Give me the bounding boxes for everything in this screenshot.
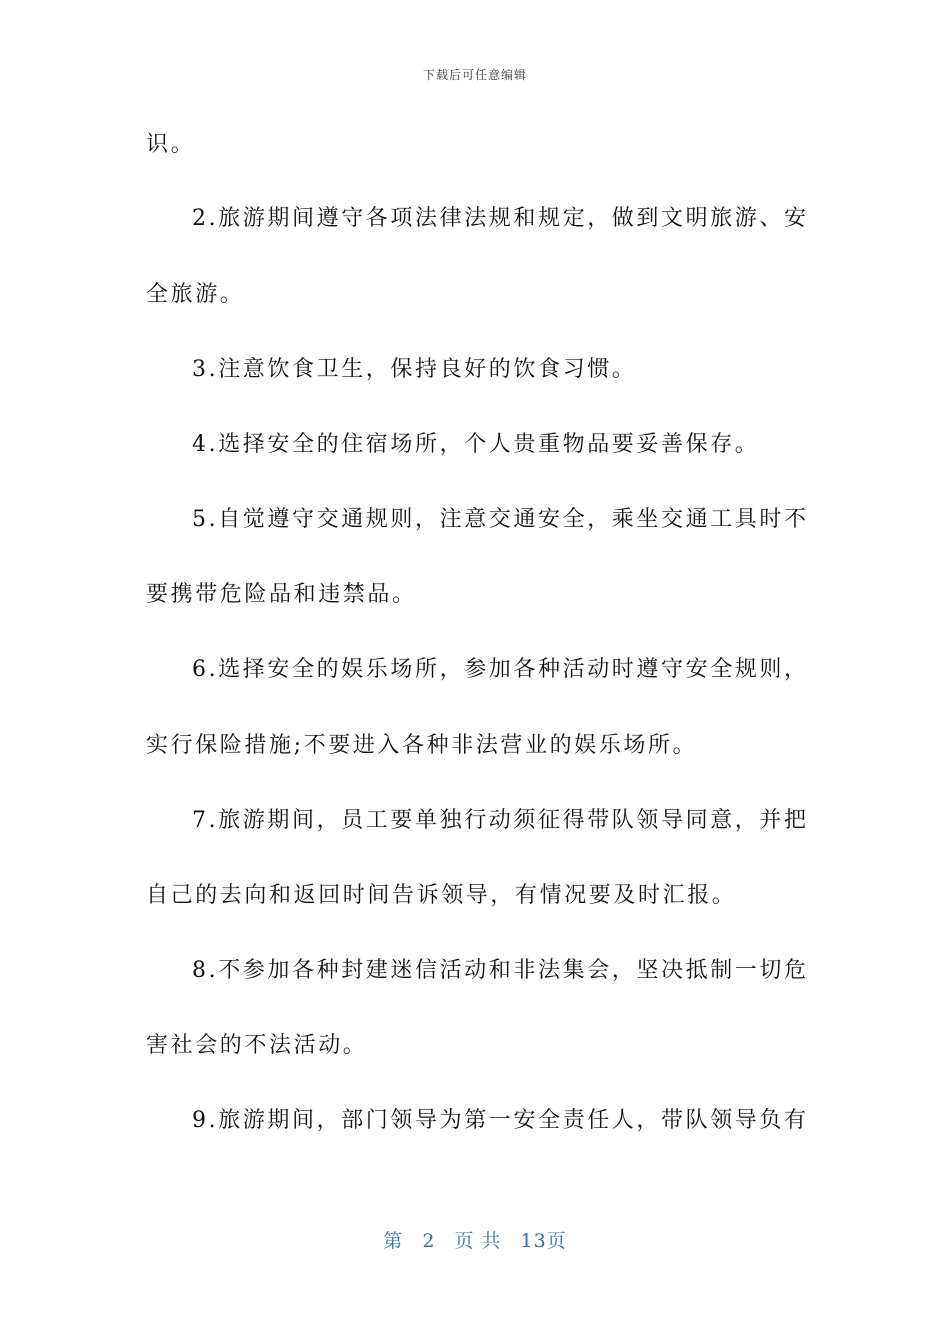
text-line: 识。 <box>146 132 196 157</box>
text-line: 9.旅游期间，部门领导为第一安全责任人，带队领导负有 <box>192 1108 809 1133</box>
text-line: 2.旅游期间遵守各项法律法规和规定，做到文明旅游、安 <box>192 206 809 231</box>
text-line: 6.选择安全的娱乐场所，参加各种活动时遵守安全规则， <box>192 657 809 682</box>
text-line: 害社会的不法活动。 <box>146 1033 368 1058</box>
footer-total-pages: 13页 <box>520 1230 567 1252</box>
text-line: 实行保险措施;不要进入各种非法营业的娱乐场所。 <box>146 733 698 758</box>
footer-current-page: 2 <box>422 1230 436 1252</box>
footer-label-of: 页 共 <box>454 1230 502 1252</box>
page-footer <box>0 1226 950 1253</box>
text-line: 4.选择安全的住宿场所，个人贵重物品要妥善保存。 <box>192 432 760 457</box>
text-line: 8.不参加各种封建迷信活动和非法集会，坚决抵制一切危 <box>192 958 809 983</box>
text-line: 要携带危险品和违禁品。 <box>146 582 417 607</box>
page-header: 下载后可任意编辑 <box>422 68 527 82</box>
text-line: 7.旅游期间，员工要单独行动须征得带队领导同意，并把 <box>192 808 809 833</box>
text-line: 3.注意饮食卫生，保持良好的饮食习惯。 <box>192 357 637 382</box>
text-line: 全旅游。 <box>146 282 245 307</box>
text-line: 5.自觉遵守交通规则，注意交通安全，乘坐交通工具时不 <box>192 507 809 532</box>
footer-label-page: 第 <box>383 1230 404 1252</box>
text-line: 自己的去向和返回时间告诉领导，有情况要及时汇报。 <box>146 883 737 908</box>
